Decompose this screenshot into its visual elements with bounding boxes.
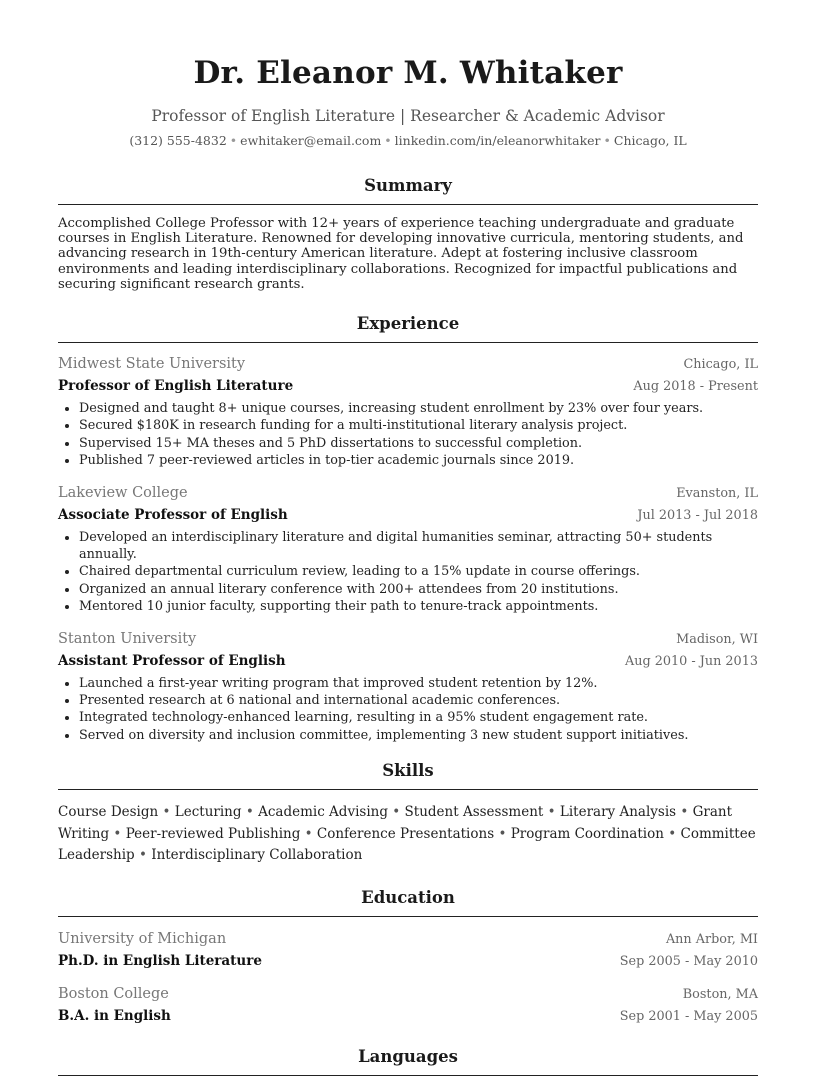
list-item: • Presented research at 6 national and international academic conferences. <box>79 692 758 709</box>
section-title-skills: Skills <box>382 761 434 781</box>
degree-dates: Sep 2001 - May 2005 <box>619 1008 758 1024</box>
list-item: • Organized an annual literary conference with 200+ attendees from 20 institutions. <box>79 581 758 598</box>
employer-location: Madison, WI <box>676 631 758 647</box>
job-title: Associate Professor of English <box>58 506 288 523</box>
contact-separator: • <box>603 133 611 148</box>
list-item: • Designed and taught 8+ unique courses, increasing student enrollment by 23% over four years. <box>79 400 758 417</box>
skill-item: Conference Presentations <box>316 825 495 842</box>
section-divider <box>58 789 758 790</box>
entry-header-row <box>58 929 758 950</box>
job-title: Assistant Professor of English <box>58 652 286 669</box>
job-bullets <box>58 400 758 470</box>
skill-separator: • <box>668 825 677 842</box>
skill-separator: • <box>680 804 689 821</box>
list-item: • Integrated technology-enhanced learning, resulting in a 95% student engagement rate. <box>79 709 758 726</box>
skill-item: Lecturing <box>174 804 242 821</box>
experience-entry <box>58 483 758 616</box>
experience-entry <box>58 629 758 745</box>
skill-item: Academic Advising <box>258 804 388 821</box>
entry-header-row <box>58 629 758 650</box>
section-title-languages: Languages <box>358 1046 458 1066</box>
skill-item: Grant Writing <box>58 804 733 842</box>
employer-location: Evanston, IL <box>676 485 758 501</box>
contact-line <box>58 132 758 150</box>
summary-section <box>58 175 758 292</box>
list-item: • Developed an interdisciplinary literature and digital humanities seminar, attracting 50+ students annually. <box>79 529 758 564</box>
section-divider <box>58 204 758 205</box>
list-item: • Supervised 15+ MA theses and 5 PhD dissertations to successful completion. <box>79 435 758 452</box>
entry-header-row <box>58 984 758 1005</box>
education-entry <box>58 984 758 1027</box>
experience-entry <box>58 354 758 470</box>
candidate-name: Dr. Eleanor M. Whitaker <box>193 55 623 91</box>
list-item: • Published 7 peer-reviewed articles in top-tier academic journals since 2019. <box>79 452 758 469</box>
school-name: Boston College <box>58 985 169 1002</box>
degree-dates: Sep 2005 - May 2010 <box>619 953 758 969</box>
entry-role-row <box>58 504 758 526</box>
degree-title: B.A. in English <box>58 1007 171 1024</box>
contact-linkedin[interactable]: linkedin.com/in/eleanorwhitaker <box>394 133 601 148</box>
skill-item: Interdisciplinary Collaboration <box>151 847 363 864</box>
skill-separator: • <box>498 825 507 842</box>
list-item: • Secured $180K in research funding for a multi-institutional literary analysis project. <box>79 417 758 434</box>
skill-separator: • <box>245 804 254 821</box>
contact-phone: (312) 555-4832 <box>129 133 227 148</box>
skill-separator: • <box>113 825 122 842</box>
summary-text: Accomplished College Professor with 12+ years of experience teaching undergraduate and graduate courses in English Literature. Renowned for developing innovative curricula, mentoring students, and advancing research in 19th-century American literature. Adept at fostering inclusive classroom environments and leading interdisciplinary collaborations. Recognized for impactful publications and securing significant research grants. <box>58 216 744 292</box>
job-dates: Aug 2018 - Present <box>633 379 758 395</box>
contact-location: Chicago, IL <box>613 133 687 148</box>
section-title-experience: Experience <box>356 314 460 334</box>
school-location: Boston, MA <box>682 986 758 1002</box>
entry-degree-row <box>58 950 758 972</box>
skill-separator: • <box>138 847 147 864</box>
job-dates: Aug 2010 - Jun 2013 <box>624 653 758 669</box>
candidate-headline: Professor of English Literature | Researcher & Academic Advisor <box>151 107 665 125</box>
employer-name: Stanton University <box>58 630 197 647</box>
skill-separator: • <box>304 825 313 842</box>
skill-item: Student Assessment <box>404 804 544 821</box>
contact-email[interactable]: ewhitaker@email.com <box>240 133 382 148</box>
contact-separator: • <box>384 133 392 148</box>
entry-header-row <box>58 354 758 375</box>
section-title-summary: Summary <box>364 176 452 195</box>
skill-item: Literary Analysis <box>559 804 677 821</box>
skills-section <box>58 760 758 867</box>
skill-separator: • <box>162 804 171 821</box>
skill-item: Committee Leadership <box>58 825 756 864</box>
contact-separator: • <box>229 133 238 148</box>
entry-role-row <box>58 650 758 672</box>
languages-section <box>58 1046 758 1076</box>
skill-item: Course Design <box>58 804 159 821</box>
skill-item: Peer-reviewed Publishing <box>125 825 301 842</box>
list-item: • Served on diversity and inclusion committee, implementing 3 new student support initiatives. <box>79 727 758 744</box>
employer-name: Lakeview College <box>58 484 188 501</box>
skill-item: Program Coordination <box>510 825 664 842</box>
entry-role-row <box>58 375 758 397</box>
school-location: Ann Arbor, MI <box>665 931 758 947</box>
school-name: University of Michigan <box>58 930 227 947</box>
section-divider <box>58 916 758 917</box>
employer-location: Chicago, IL <box>683 357 758 373</box>
list-item: • Mentored 10 junior faculty, supporting their path to tenure-track appointments. <box>79 598 758 615</box>
entry-header-row <box>58 483 758 504</box>
degree-title: Ph.D. in English Literature <box>58 952 262 969</box>
education-entry <box>58 929 758 972</box>
education-section <box>58 887 758 1027</box>
experience-section <box>58 313 758 744</box>
resume-page <box>58 0 758 1076</box>
skill-separator: • <box>392 804 401 821</box>
list-item: • Launched a first-year writing program that improved student retention by 12%. <box>79 675 758 692</box>
list-item: • Chaired departmental curriculum review, leading to a 15% update in course offerings. <box>79 563 758 580</box>
job-dates: Jul 2013 - Jul 2018 <box>637 507 758 523</box>
job-bullets <box>58 529 758 616</box>
skill-separator: • <box>547 804 556 821</box>
entry-degree-row <box>58 1005 758 1027</box>
section-title-education: Education <box>361 887 455 907</box>
job-bullets <box>58 675 758 745</box>
skills-list <box>58 802 758 867</box>
section-divider <box>58 342 758 343</box>
employer-name: Midwest State University <box>58 356 246 373</box>
job-title: Professor of English Literature <box>58 378 294 395</box>
